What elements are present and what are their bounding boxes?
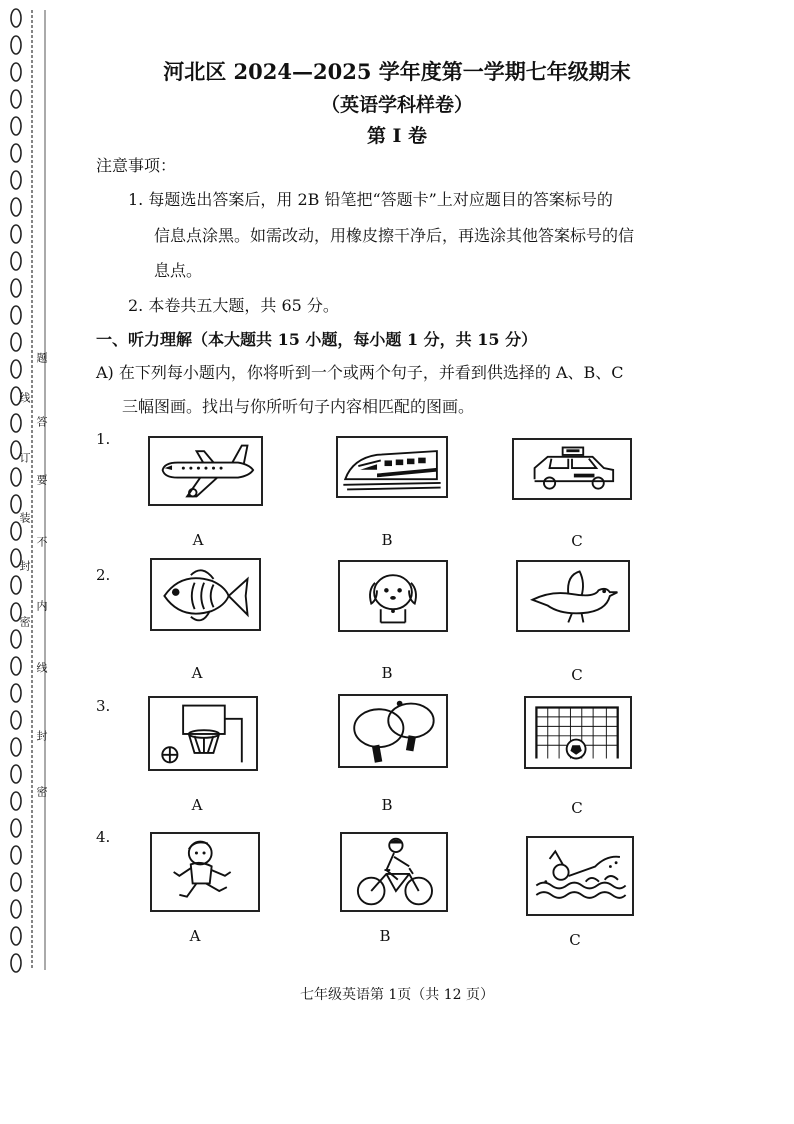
binding-ring <box>11 657 21 675</box>
binding-ring <box>11 360 21 378</box>
binding-ring <box>11 414 21 432</box>
binding-ring <box>11 711 21 729</box>
option-picture[interactable] <box>148 436 263 506</box>
option-letter: A <box>192 531 204 549</box>
binding-ring <box>11 225 21 243</box>
question-number: 3. <box>96 697 111 715</box>
option-letter: B <box>381 664 393 682</box>
binding-ring <box>11 36 21 54</box>
page-footer: 七年级英语第 1页（共 12 页） <box>299 987 495 1003</box>
binding-label: 不 <box>35 536 48 547</box>
bird-icon <box>518 562 628 630</box>
option-letter: C <box>569 931 581 949</box>
binding-ring <box>11 630 21 648</box>
binding-ring <box>11 333 21 351</box>
exam-title: 河北区 2024—2025 学年度第一学期七年级期末 <box>163 59 631 84</box>
binding-ring <box>11 738 21 756</box>
binding-ring <box>11 576 21 594</box>
option-picture[interactable] <box>338 694 448 768</box>
option-picture[interactable] <box>148 696 258 771</box>
binding-ring <box>11 927 21 945</box>
binding-ring <box>11 171 21 189</box>
option-picture[interactable] <box>340 832 448 912</box>
option-picture[interactable] <box>150 558 261 631</box>
question-number: 4. <box>96 828 111 846</box>
option-letter: C <box>571 666 583 684</box>
option-picture[interactable] <box>512 438 632 500</box>
option-picture[interactable] <box>150 832 260 912</box>
ping-pong-paddles-icon <box>340 696 446 766</box>
option-picture[interactable] <box>338 560 448 632</box>
airplane-icon <box>150 438 261 504</box>
binding-ring <box>11 252 21 270</box>
binding-label: 装 <box>18 512 31 523</box>
binding-ring <box>11 279 21 297</box>
binding-ring <box>11 468 21 486</box>
binding-ring <box>11 792 21 810</box>
binding-label: 内 <box>35 600 48 611</box>
binding-ring <box>11 954 21 972</box>
option-letter: B <box>381 796 393 814</box>
binding-label: 线 <box>35 662 48 673</box>
option-letter: A <box>191 796 203 814</box>
binding-label: 题 <box>35 352 48 363</box>
option-letter: B <box>379 927 391 945</box>
binding-label: 订 <box>18 452 31 463</box>
note-item-2: 2. 本卷共五大题，共 65 分。 <box>128 296 339 315</box>
option-picture[interactable] <box>526 836 634 916</box>
option-letter: B <box>381 531 393 549</box>
cyclist-icon <box>342 834 446 910</box>
binding-label: 密 <box>18 616 31 627</box>
option-letter: C <box>571 532 583 550</box>
notes-heading: 注意事项： <box>96 156 177 175</box>
note-item-1-line-1: 1. 每题选出答案后，用 2B 铅笔把“答题卡”上对应题目的答案标号的 <box>128 190 613 209</box>
binding-ring <box>11 846 21 864</box>
binding-label: 要 <box>35 474 48 485</box>
binding-ring <box>11 819 21 837</box>
note-item-1-line-3: 息点。 <box>154 261 203 280</box>
option-picture[interactable] <box>516 560 630 632</box>
bullet-train-icon <box>338 438 446 496</box>
fish-icon <box>152 560 259 629</box>
puppy-icon <box>340 562 446 630</box>
binding-ring <box>11 684 21 702</box>
basketball-hoop-icon <box>150 698 256 769</box>
option-letter: C <box>571 799 583 817</box>
binding-label: 封 <box>35 730 48 741</box>
taxi-icon <box>514 440 630 498</box>
section-title: 一、听力理解（本大题共 15 小题，每小题 1 分，共 15 分） <box>96 330 538 349</box>
section-instruction-line-2: 三幅图画。找出与你所听句子内容相匹配的图画。 <box>122 397 475 416</box>
binding-label: 密 <box>35 786 48 797</box>
option-letter: A <box>189 927 201 945</box>
option-picture[interactable] <box>524 696 632 769</box>
option-letter: A <box>191 664 203 682</box>
running-boy-icon <box>152 834 258 910</box>
note-item-1-line-2: 信息点涂黑。如需改动，用橡皮擦干净后，再选涂其他答案标号的信 <box>154 226 635 245</box>
option-picture[interactable] <box>336 436 448 498</box>
binding-label: 封 <box>18 560 31 571</box>
swimmer-icon <box>528 838 632 914</box>
question-number: 2. <box>96 566 111 584</box>
binding-label: 答 <box>35 416 48 427</box>
question-number: 1. <box>96 430 111 448</box>
binding-ring <box>11 522 21 540</box>
binding-label: 线 <box>18 392 31 403</box>
binding-ring <box>11 198 21 216</box>
soccer-goal-icon <box>526 698 630 767</box>
binding-ring <box>11 306 21 324</box>
binding-ring <box>11 495 21 513</box>
binding-ring <box>11 900 21 918</box>
volume-label: 第 I 卷 <box>366 125 428 147</box>
binding-ring <box>11 873 21 891</box>
exam-subtitle: （英语学科样卷） <box>320 94 473 116</box>
section-instruction-line-1: A) 在下列每小题内，你将听到一个或两个句子，并看到供选择的 A、B、C <box>96 363 624 382</box>
binding-ring <box>11 9 21 27</box>
binding-ring <box>11 765 21 783</box>
